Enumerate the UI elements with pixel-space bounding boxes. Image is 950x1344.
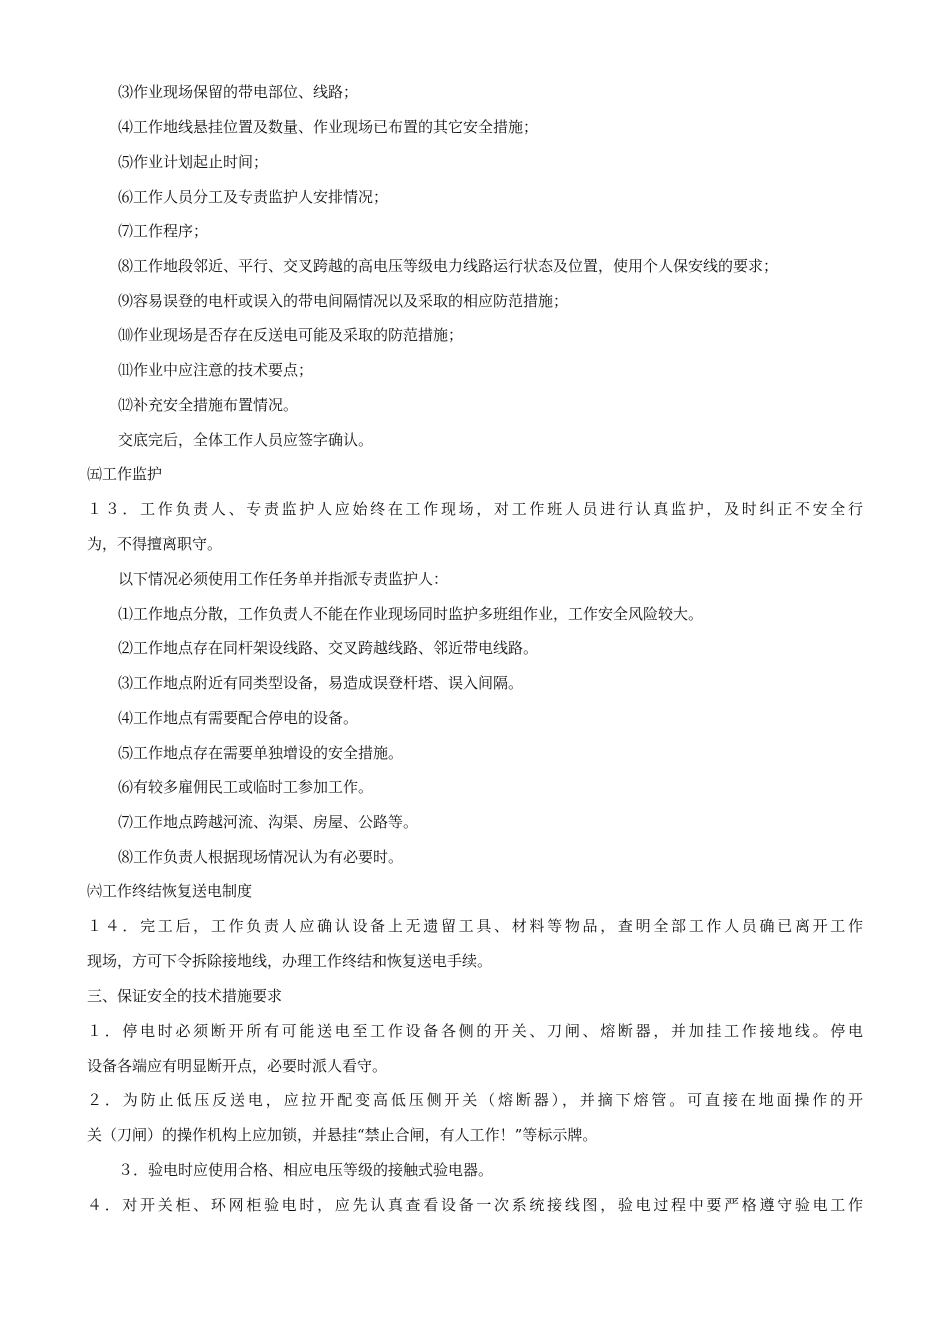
paragraph: 以下情况必须使用工作任务单并指派专责监护人： xyxy=(118,570,449,588)
list-item: ⑻工作地段邻近、平行、交叉跨越的高电压等级电力线路运行状态及位置，使用个人保安线的要求； xyxy=(118,257,779,275)
section-heading: 三、保证安全的技术措施要求 xyxy=(87,987,283,1005)
list-item: ⑹有较多雇佣民工或临时工参加工作。 xyxy=(118,778,374,796)
list-item: ⑷工作地点有需要配合停电的设备。 xyxy=(118,709,359,727)
list-item: ⑸作业计划起止时间； xyxy=(118,153,269,171)
paragraph: １３．工作负责人、专责监护人应始终在工作现场，对工作班人员进行认真监护，及时纠正不安全行 xyxy=(87,500,863,518)
list-item: ⑴工作地点分散，工作负责人不能在作业现场同时监护多班组作业，工作安全风险较大。 xyxy=(118,605,704,623)
paragraph: 交底完后，全体工作人员应签字确认。 xyxy=(118,431,374,449)
list-item: ⑼容易误登的电杆或误入的带电间隔情况以及采取的相应防范措施； xyxy=(118,292,569,310)
list-item: ⑵工作地点存在同杆架设线路、交叉跨越线路、邻近带电线路。 xyxy=(118,639,539,657)
list-item: ⑺工作程序； xyxy=(118,222,209,240)
list-item: ⑶作业现场保留的带电部位、线路； xyxy=(118,83,359,101)
paragraph: 设备各端应有明显断开点，必要时派人看守。 xyxy=(87,1057,388,1075)
paragraph: 现场，方可下令拆除接地线，办理工作终结和恢复送电手续。 xyxy=(87,952,493,970)
list-item: ⑻工作负责人根据现场情况认为有必要时。 xyxy=(118,848,404,866)
paragraph: １４．完工后，工作负责人应确认设备上无遗留工具、材料等物品，查明全部工作人员确已离开工作 xyxy=(87,917,863,935)
list-item: ⑽作业现场是否存在反送电可能及采取的防范措施； xyxy=(118,326,464,344)
section-heading: ㈤工作监护 xyxy=(87,465,163,483)
list-item: ⑷工作地线悬挂位置及数量、作业现场已布置的其它安全措施； xyxy=(118,118,539,136)
paragraph: ４．对开关柜、环网柜验电时，应先认真查看设备一次系统接线图，验电过程中要严格遵守验电工作 xyxy=(87,1196,863,1214)
list-item: ⑿补充安全措施布置情况。 xyxy=(118,396,299,414)
paragraph: 为，不得擅离职守。 xyxy=(87,535,223,553)
list-item: ⑹工作人员分工及专责监护人安排情况； xyxy=(118,188,389,206)
paragraph: ３．验电时应使用合格、相应电压等级的接触式验电器。 xyxy=(118,1161,494,1179)
paragraph: １．停电时必须断开所有可能送电至工作设备各侧的开关、刀闸、熔断器，并加挂工作接地线。停电 xyxy=(87,1022,863,1040)
section-heading: ㈥工作终结恢复送电制度 xyxy=(87,882,253,900)
list-item: ⑶工作地点附近有同类型设备，易造成误登杆塔、误入间隔。 xyxy=(118,674,524,692)
paragraph: ２．为防止低压反送电，应拉开配变高低压侧开关（熔断器），并摘下熔管。可直接在地面操作的开 xyxy=(87,1091,863,1109)
list-item: ⑾作业中应注意的技术要点； xyxy=(118,361,314,379)
list-item: ⑸工作地点存在需要单独增设的安全措施。 xyxy=(118,744,404,762)
list-item: ⑺工作地点跨越河流、沟渠、房屋、公路等。 xyxy=(118,813,419,831)
paragraph: 关（刀闸）的操作机构上应加锁，并悬挂“禁止合闸，有人工作！”等标示牌。 xyxy=(87,1126,598,1144)
